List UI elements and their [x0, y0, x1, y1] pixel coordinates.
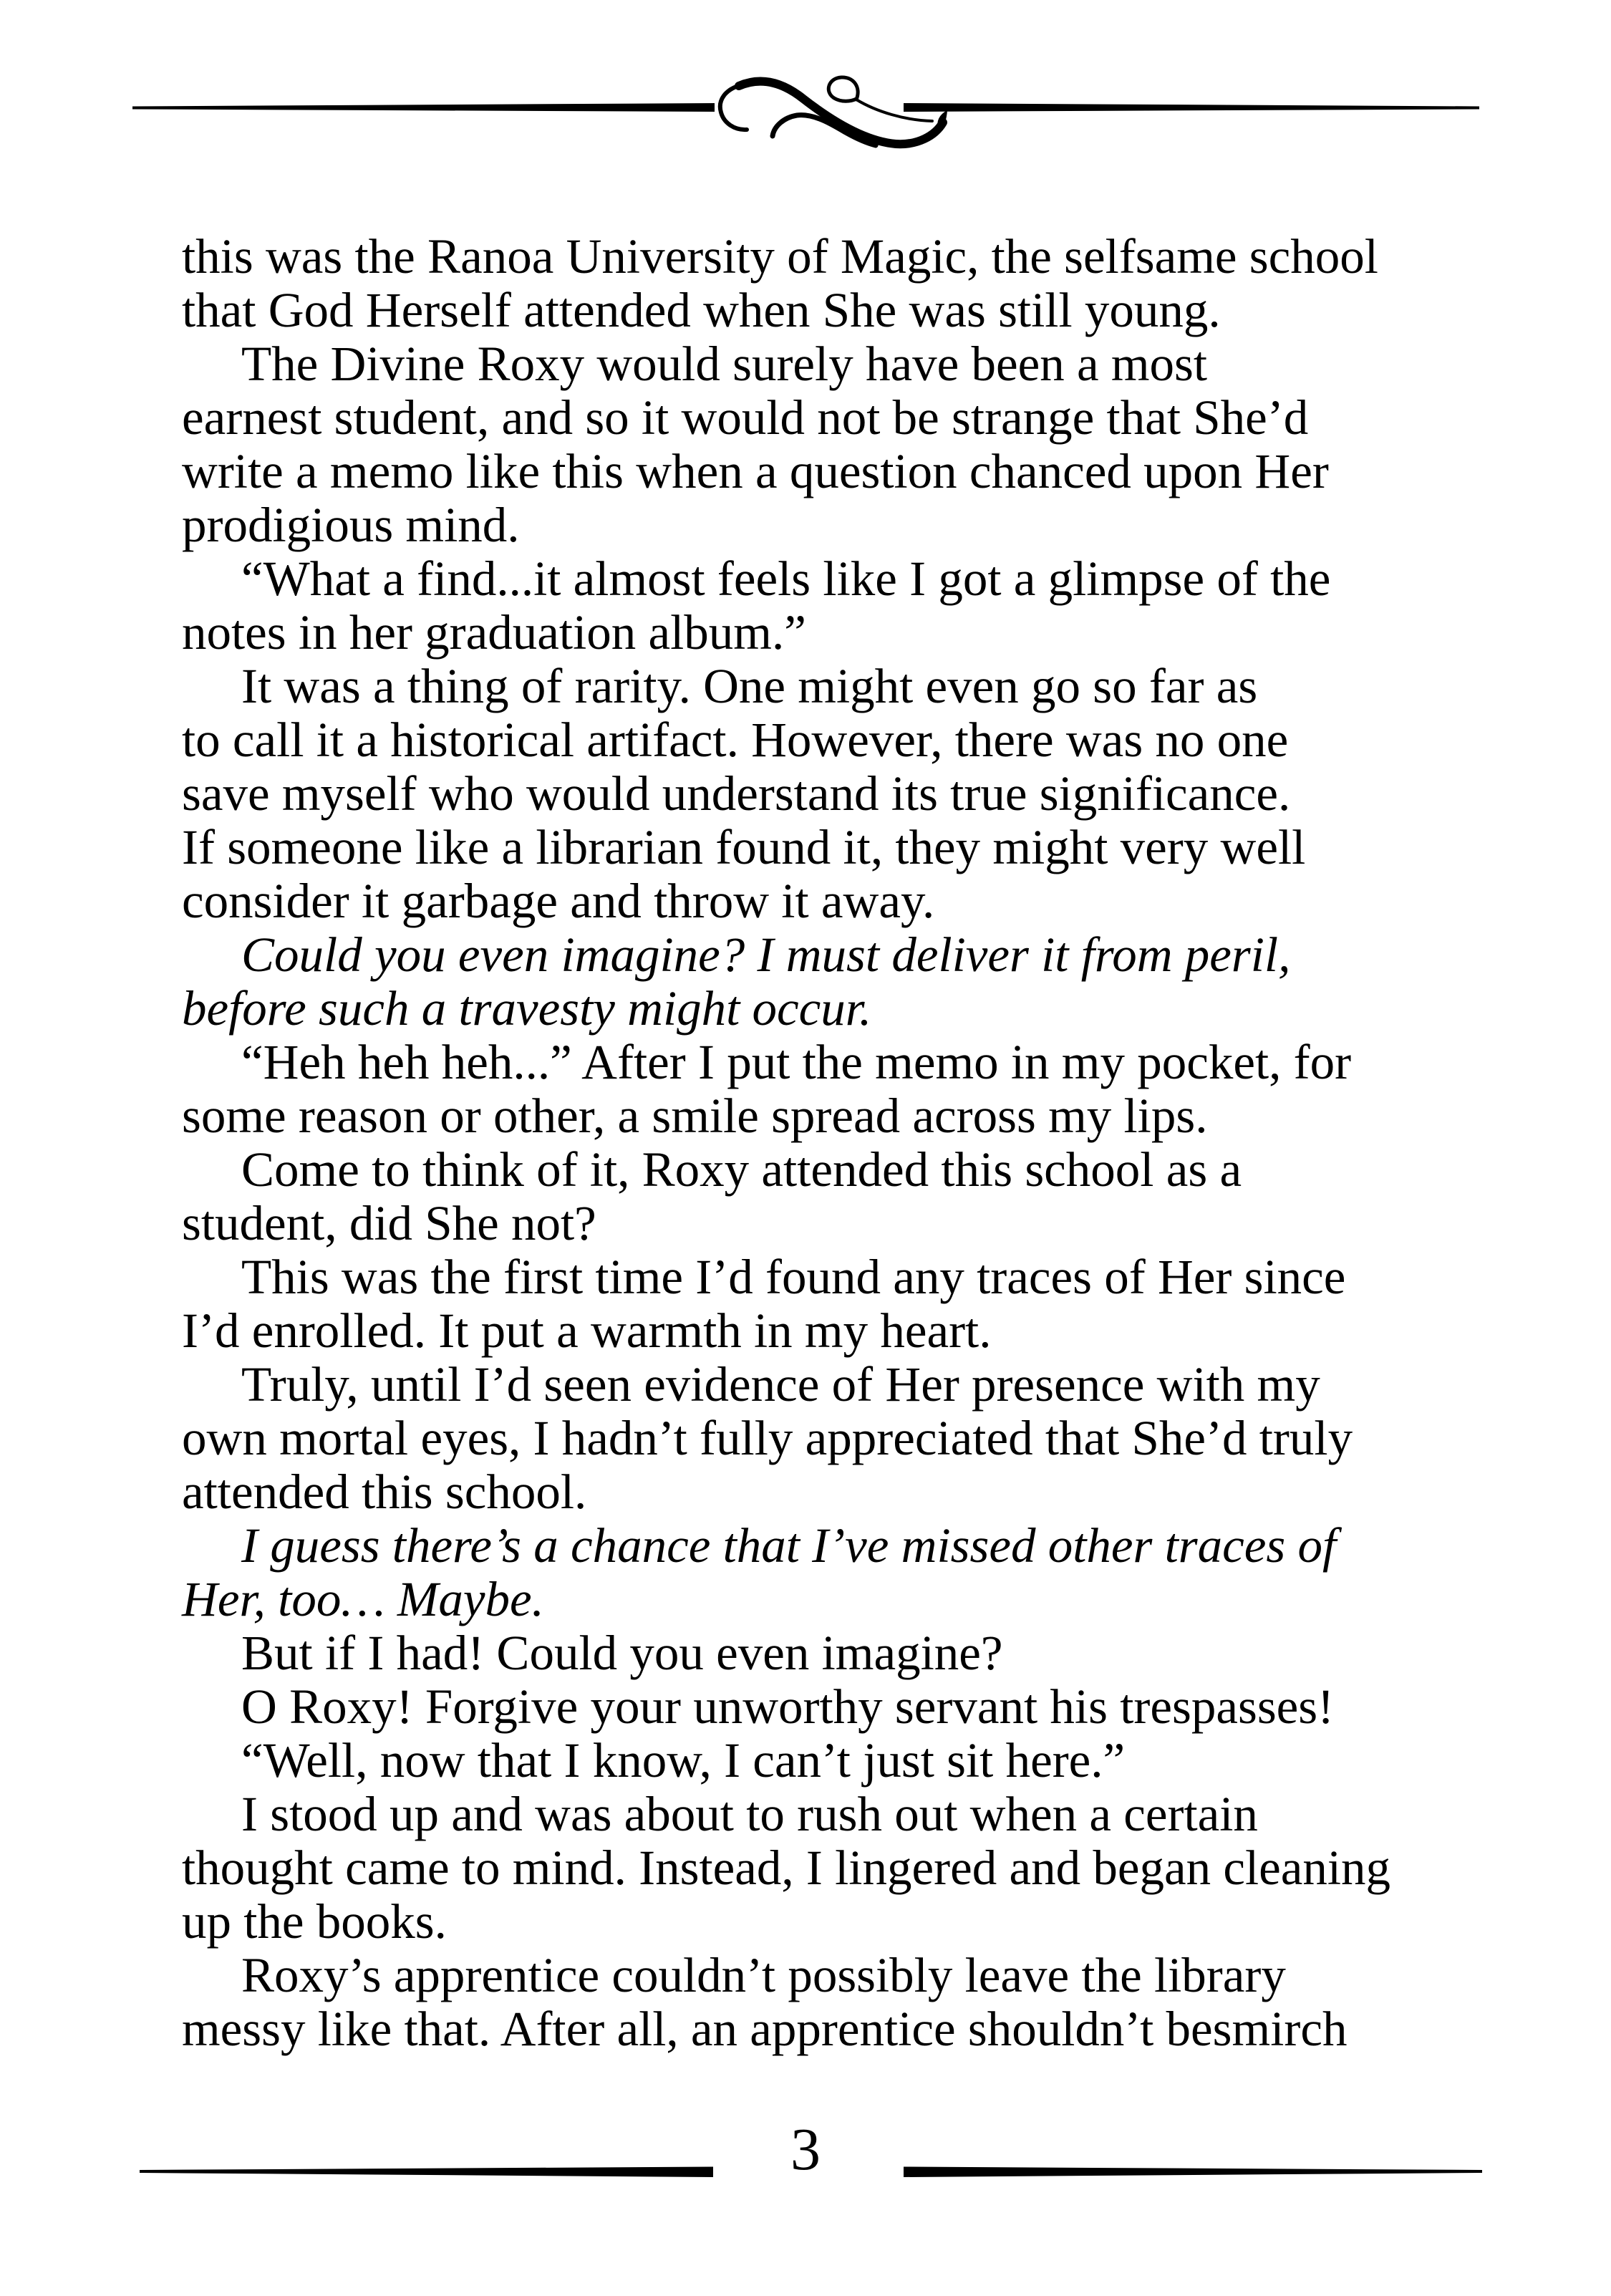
text-line: I’d enrolled. It put a warmth in my heart.: [182, 1303, 992, 1358]
text-line: this was the Ranoa University of Magic, the selfsame school: [182, 229, 1378, 284]
text-line: messy like that. After all, an apprentice shouldn’t besmirch: [182, 2002, 1348, 2056]
text-line: “What a find...it almost feels like I got a glimpse of the: [241, 551, 1331, 606]
text-line: prodigious mind.: [182, 498, 520, 552]
text-line: own mortal eyes, I hadn’t fully appreciated that She’d truly: [182, 1411, 1353, 1465]
text-line: that God Herself attended when She was still young.: [182, 283, 1221, 337]
text-line: earnest student, and so it would not be strange that She’d: [182, 390, 1309, 445]
text-line: The Divine Roxy would surely have been a most: [241, 337, 1208, 391]
text-line: This was the first time I’d found any traces of Her since: [241, 1250, 1346, 1304]
header-rule-right-icon: [904, 103, 1479, 112]
flourish-divider-icon: [0, 0, 1611, 186]
text-line: But if I had! Could you even imagine?: [241, 1626, 1003, 1680]
text-line: I stood up and was about to rush out when a certain: [241, 1787, 1258, 1841]
text-line: I guess there’s a chance that I’ve missed other traces of: [241, 1518, 1337, 1573]
text-line: Truly, until I’d seen evidence of Her presence with my: [241, 1357, 1320, 1412]
text-line: student, did She not?: [182, 1196, 596, 1250]
text-line: thought came to mind. Instead, I lingered and began cleaning: [182, 1841, 1391, 1895]
text-line: before such a travesty might occur.: [182, 981, 872, 1036]
text-line: “Heh heh heh...” After I put the memo in my pocket, for: [241, 1035, 1352, 1089]
text-line: Come to think of it, Roxy attended this school as a: [241, 1142, 1242, 1197]
text-line: notes in her graduation album.”: [182, 605, 806, 660]
text-line: to call it a historical artifact. However, there was no one: [182, 713, 1289, 767]
text-line: save myself who would understand its true significance.: [182, 766, 1291, 821]
text-line: write a memo like this when a question chanced upon Her: [182, 444, 1329, 498]
text-line: “Well, now that I know, I can’t just sit here.”: [241, 1733, 1126, 1788]
page-footer: [0, 2106, 1611, 2220]
text-line: up the books.: [182, 1894, 447, 1949]
text-line: consider it garbage and throw it away.: [182, 874, 935, 928]
text-line: Could you even imagine? I must deliver it from peril,: [241, 927, 1291, 982]
text-line: some reason or other, a smile spread across my lips.: [182, 1089, 1208, 1143]
text-line: If someone like a librarian found it, they might very well: [182, 820, 1306, 874]
text-line: Her, too… Maybe.: [182, 1572, 544, 1626]
text-line: It was a thing of rarity. One might even go so far as: [241, 659, 1258, 713]
text-line: Roxy’s apprentice couldn’t possibly leave the library: [241, 1948, 1286, 2002]
body-text: [182, 230, 1413, 2056]
page-number: 3: [790, 2116, 821, 2183]
text-line: attended this school.: [182, 1465, 587, 1519]
header-rule-left-icon: [132, 103, 715, 112]
text-line: O Roxy! Forgive your unworthy servant his trespasses!: [241, 1679, 1335, 1734]
